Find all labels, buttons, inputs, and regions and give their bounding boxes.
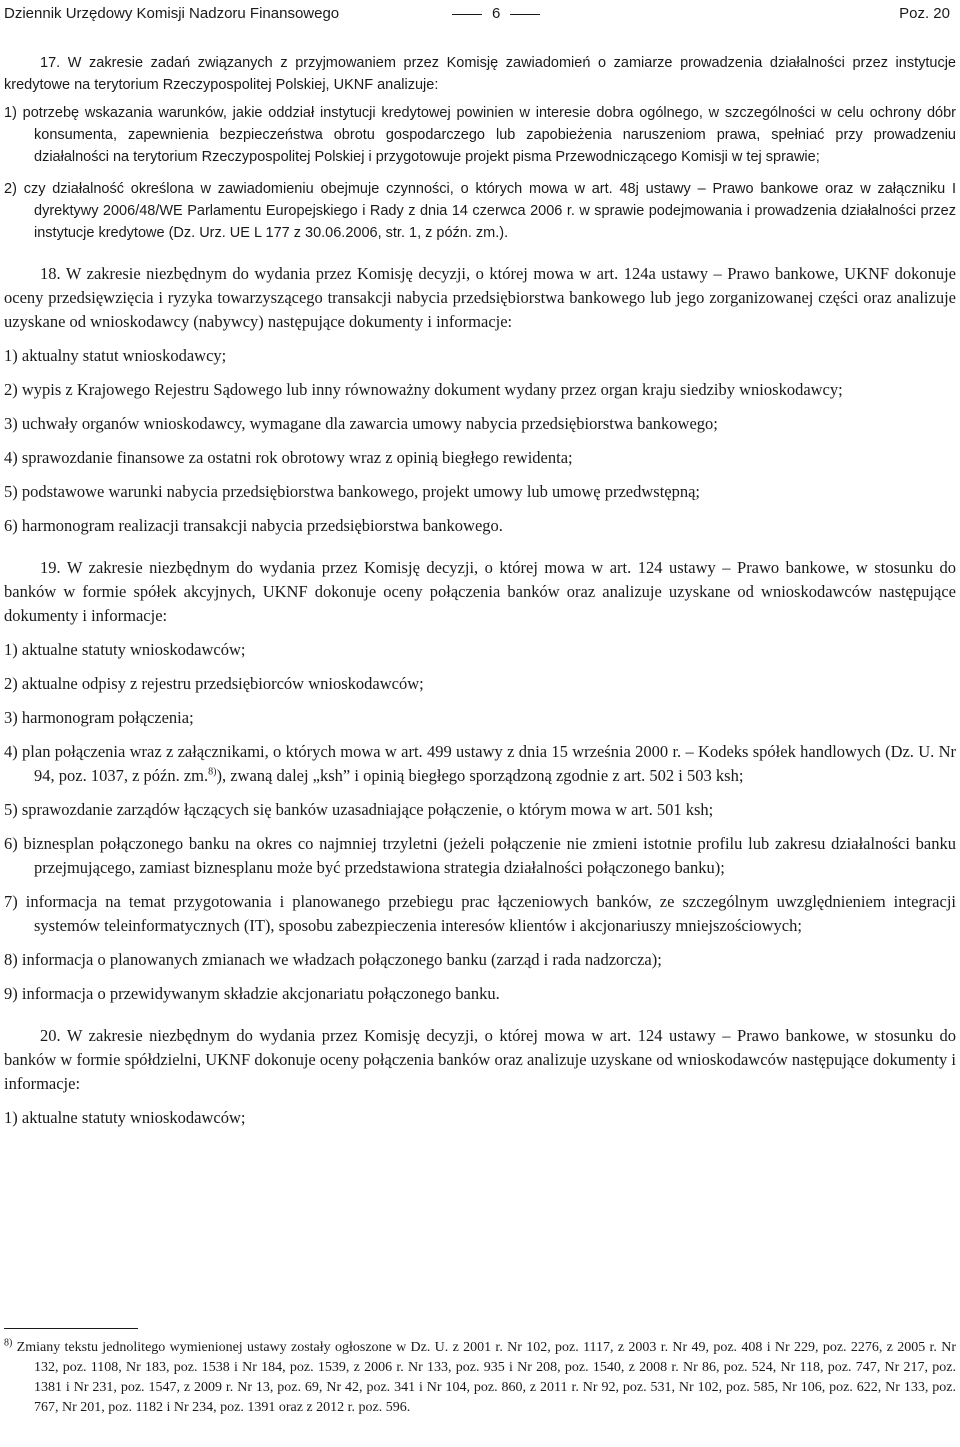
section-20 xyxy=(4,1024,956,1130)
section-18-item-3: 3) uchwały organów wnioskodawcy, wymagane dla zawarcia umowy nabycia przedsiębiorstwa bankowego; xyxy=(4,414,718,433)
section-19-item-7: 7) informacja na temat przygotowania i planowanego przebiegu prac łączeniowych banków, ze szczególnym uwzględnieniem integracji systemów teleinformatycznych (IT), sposobu zabezpieczenia interesów klientów i akcjonariuszy mniejszościowych; xyxy=(4,892,956,935)
section-19-intro: 19. W zakresie niezbędnym do wydania przez Komisję decyzji, o której mowa w art. 124 ustawy – Prawo bankowe, w stosunku do banków w formie spółek akcyjnych, UKNF dokonuje oceny połączenia banków oraz analizuje uzyskane od wnioskodawców następujące dokumenty i informacje: xyxy=(4,558,956,625)
section-18-item-2: 2) wypis z Krajowego Rejestru Sądowego lub inny równoważny dokument wydany przez organ kraju siedziby wnioskodawcy; xyxy=(4,380,843,399)
section-18-item-5: 5) podstawowe warunki nabycia przedsiębiorstwa bankowego, projekt umowy lub umowę przedwstępną; xyxy=(4,482,701,501)
section-19-item-1: 1) aktualne statuty wnioskodawców; xyxy=(4,640,246,659)
section-17 xyxy=(4,52,956,244)
section-19-item-4-text: 4) plan połączenia wraz z załącznikami, o których mowa w art. 499 ustawy z dnia 15 września 2000 r. – Kodeks spółek handlowych (Dz. U. Nr 94, poz. 1037, z późn. zm. xyxy=(4,742,956,785)
journal-title: Dziennik Urzędowy Komisji Nadzoru Finansowego xyxy=(4,5,340,22)
section-18-intro: 18. W zakresie niezbędnym do wydania przez Komisję decyzji, o której mowa w art. 124a ustawy – Prawo bankowe, UKNF dokonuje oceny przedsięwzięcia i ryzyka towarzyszącego transakcji nabycia przedsiębiorstwa bankowego lub jego zorganizowanej części oraz analizuje uzyskane od wnioskodawcy (nabywcy) następujące dokumenty i informacje: xyxy=(4,264,956,331)
section-19-item-9: 9) informacja o przewidywanym składzie akcjonariatu połączonego banku. xyxy=(4,984,500,1003)
page-number-value: 6 xyxy=(492,5,501,22)
section-18-item-4: 4) sprawozdanie finansowe za ostatni rok obrotowy wraz z opinią biegłego rewidenta; xyxy=(4,448,573,467)
section-17-item-1: 1) potrzebę wskazania warunków, jakie oddział instytucji kredytowej powinien w interesie dobra ogólnego, w szczególności w celu ochrony dóbr konsumenta, zapewnienia bezpieczeństwa obrotu gospodarczego lub zapobieżenia naruszeniom prawa, spełniać przy prowadzeniu działalności na terytorium Rzeczypospolitej Polskiej i przygotowuje projekt pisma Przewodniczącego Komisji w tej sprawie; xyxy=(4,105,956,165)
section-19-item-4-text-end: ), zwaną dalej „ksh” i opinią biegłego sporządzoną zgodnie z art. 502 i 503 ksh; xyxy=(216,766,744,785)
section-19-item-8: 8) informacja o planowanych zmianach we władzach połączonego banku (zarząd i rada nadzorcza); xyxy=(4,950,662,969)
footnote-ref: 8) xyxy=(208,766,217,778)
section-18 xyxy=(4,262,956,538)
section-19-item-5: 5) sprawozdanie zarządów łączących się banków uzasadniające połączenie, o którym mowa w art. 501 ksh; xyxy=(4,800,714,819)
footnote-marker: 8) xyxy=(4,1337,13,1349)
section-18-item-1: 1) aktualny statut wnioskodawcy; xyxy=(4,346,227,365)
dash-right xyxy=(510,14,540,15)
page-number xyxy=(442,4,550,24)
section-19-item-6: 6) biznesplan połączonego banku na okres co najmniej trzyletni (jeżeli połączenie nie zmieni istotnie profilu lub zakresu działalności banku przejmującego, zamiast biznesplanu może być przedstawiona strategia działalności połączonego banku); xyxy=(4,834,956,877)
page-header xyxy=(4,4,956,24)
dash-left xyxy=(452,14,482,15)
section-20-intro: 20. W zakresie niezbędnym do wydania przez Komisję decyzji, o której mowa w art. 124 ustawy – Prawo bankowe, w stosunku do banków w formie spółdzielni, UKNF dokonuje oceny połączenia banków oraz analizuje uzyskane od wnioskodawców następujące dokumenty i informacje: xyxy=(4,1026,956,1093)
section-20-item-1: 1) aktualne statuty wnioskodawców; xyxy=(4,1108,246,1127)
section-19-item-2: 2) aktualne odpisy z rejestru przedsiębiorców wnioskodawców; xyxy=(4,674,424,693)
section-18-item-6: 6) harmonogram realizacji transakcji nabycia przedsiębiorstwa bankowego. xyxy=(4,516,503,535)
section-17-intro: 17. W zakresie zadań związanych z przyjmowaniem przez Komisję zawiadomień o zamiarze prowadzenia działalności przez instytucje kredytowe na terytorium Rzeczypospolitej Polskiej, UKNF analizuje: xyxy=(4,55,956,93)
section-19 xyxy=(4,556,956,1006)
section-17-item-2: 2) czy działalność określona w zawiadomieniu obejmuje czynności, o których mowa w art. 48j ustawy – Prawo bankowe oraz w załączniku I dyrektywy 2006/48/WE Parlamentu Europejskiego i Rady z dnia 14 czerwca 2006 r. w sprawie podejmowania i prowadzenia działalności przez instytucje kredytowe (Dz. Urz. UE L 177 z 30.06.2006, str. 1, z późn. zm.). xyxy=(4,181,956,241)
footnote-divider xyxy=(4,1328,138,1329)
section-19-item-3: 3) harmonogram połączenia; xyxy=(4,708,194,727)
document-body xyxy=(4,52,956,1130)
footnote xyxy=(4,1338,956,1418)
footnote-text-block xyxy=(4,1338,956,1418)
footnote-text: Zmiany tekstu jednolitego wymienionej ustawy zostały ogłoszone w Dz. U. z 2001 r. Nr 102, poz. 1117, z 2003 r. Nr 49, poz. 408 i Nr 229, poz. 2276, z 2005 r. Nr 132, poz. 1108, Nr 183, poz. 1538 i Nr 184, poz. 1539, z 2006 r. Nr 133, poz. 935 i Nr 208, poz. 1540, z 2008 r. Nr 86, poz. 524, Nr 118, poz. 747, Nr 217, poz. 1381 i Nr 231, poz. 1547, z 2009 r. Nr 13, poz. 69, Nr 42, poz. 341 i Nr 104, poz. 860, z 2011 r. Nr 92, poz. 531, Nr 102, poz. 585, Nr 106, poz. 622, Nr 133, poz. 767, Nr 201, poz. 1182 i Nr 234, poz. 1391 oraz z 2012 r. poz. 596. xyxy=(16,1340,957,1415)
section-19-item-4 xyxy=(4,740,956,788)
position-number: Poz. 20 xyxy=(899,5,950,22)
